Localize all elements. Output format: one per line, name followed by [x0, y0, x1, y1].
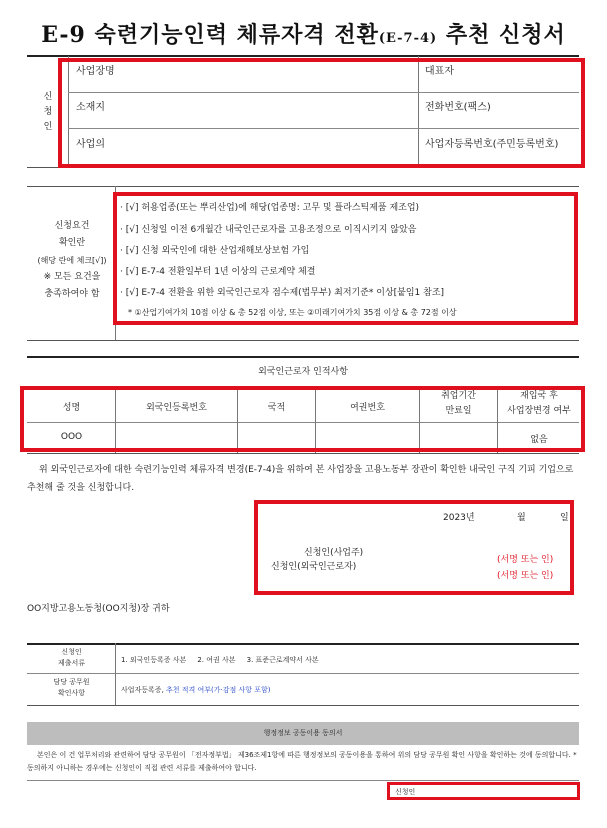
consent-body: 본인은 이 건 업무처리와 관련하여 담당 공무원이 「전자정부법」 제36조제1항에 따른 행정정보의 공동이용을 통하여 위의 담당 공무원 확인 사항을 확인하는 것에 동의합니다. *동의하지 아니하는 경우에는 신청인이 직접 관련 서류를 제출하여야 합니다.: [27, 751, 577, 772]
bullet: ·: [120, 288, 123, 298]
header-nationality: 국적: [267, 403, 286, 413]
documents-content: 1. 외국인등록증 사본 2. 여권 사본 3. 표준근로계약서 사본: [121, 656, 319, 664]
label-line: 제출서류: [57, 659, 86, 667]
checkbox-text[interactable]: [√] 신청 외국인에 대한 산업재해보상보험 가입: [125, 246, 310, 256]
highlight-box: [254, 500, 574, 595]
checkbox-text[interactable]: [√] 허용업종(또는 뿌리산업)에 해당(업종명: 고무 및 플라스틱제품 제조업): [125, 203, 420, 213]
label-line: 신청인: [61, 648, 82, 656]
header-line: 만료일: [445, 406, 472, 416]
form-title: [0, 18, 607, 49]
official-label: [28, 677, 115, 699]
label-line: 확인란: [58, 238, 86, 248]
worker-section-title: 외국인근로자 인적사항: [258, 367, 348, 377]
header-name: 성명: [62, 403, 81, 413]
official-text-highlight: 추천 적격 여부(가·감점 사항 포함): [166, 686, 271, 694]
header-line: 재입국 후: [520, 391, 558, 401]
sign-year: 2023년: [443, 513, 475, 523]
bullet: ·: [120, 267, 123, 277]
checkbox-text[interactable]: [√] 신청일 이전 6개월간 내국인근로자를 고용조정으로 이직시키지 않았음: [125, 225, 417, 235]
sign-placeholder-2[interactable]: (서명 또는 인): [497, 571, 554, 581]
highlight-box: [387, 782, 580, 800]
highlight-box: [20, 386, 585, 452]
divider: [27, 643, 579, 645]
address-label: 소재지: [76, 102, 105, 113]
header-reg-number: 외국인등록번호: [146, 403, 207, 413]
consent-signer-label: 신청인: [395, 788, 416, 796]
divider: [27, 356, 579, 358]
representative-label: 대표자: [425, 66, 454, 77]
phone-label: 전화번호(팩스): [425, 102, 491, 113]
checkbox-text[interactable]: [√] E-7-4 전환을 위한 외국인근로자 점수제(법무부) 최저기준* 이상[붙임1 참조]: [125, 288, 445, 298]
title-main: E-9 숙련기능인력 체류자격 전환: [41, 22, 379, 48]
divider: [27, 780, 579, 781]
bullet: ·: [120, 246, 123, 256]
title-tail: 추천 신청서: [445, 22, 566, 48]
divider: [27, 673, 579, 674]
applicant-section-label: [38, 90, 58, 135]
label-line: 충족하여야 함: [44, 289, 100, 299]
official-content: [121, 685, 271, 695]
sign-day: 일: [560, 513, 569, 523]
bullet: ·: [120, 203, 123, 213]
divider: [27, 340, 579, 341]
label-line: 담당 공무원: [53, 678, 90, 686]
requirement-note: * ①산업기여가치 10점 이상 & 총 52점 이상, 또는 ②미래기여가치 35점 이상 & 총 72점 이상: [128, 308, 457, 317]
header-passport: 여권번호: [350, 403, 385, 413]
highlight-box: [113, 192, 578, 325]
label-char: 인: [43, 122, 53, 132]
divider: [115, 643, 116, 705]
documents-label: [28, 647, 115, 669]
checkbox-text[interactable]: [√] E-7-4 전환일부터 1년 이상의 근로계약 체결: [125, 267, 316, 277]
divider: [27, 186, 579, 187]
bullet: ·: [120, 225, 123, 235]
sign-month: 월: [517, 513, 526, 523]
cell-name[interactable]: OOO: [60, 432, 83, 442]
consent-title: 행정정보 공동이용 동의서: [27, 722, 579, 745]
employer-label: 신청인(사업주): [304, 548, 364, 558]
reg-number-label: 사업자등록번호(주민등록번호): [425, 139, 559, 150]
official-text: 사업자등록증,: [121, 686, 167, 694]
divider: [27, 453, 579, 454]
label-line: 확인사항: [57, 689, 86, 697]
top-border: [27, 55, 579, 57]
business-name-label: 사업장명: [76, 66, 115, 77]
title-code: (E-7-4): [378, 31, 438, 46]
label-line: ※ 모든 요건을: [43, 272, 101, 282]
requirements-label: [28, 218, 116, 303]
sign-placeholder-1[interactable]: (서명 또는 인): [497, 555, 554, 565]
highlight-box: [58, 58, 585, 168]
business-type-label: 사업의: [76, 139, 105, 150]
label-char: 신: [43, 92, 53, 102]
header-line: 사업장변경 여부: [507, 406, 571, 416]
label-line: 신청요건: [54, 221, 90, 231]
addressee: OO지방고용노동청(OO지청)장 귀하: [27, 604, 170, 614]
statement-text: 위 외국인근로자에 대한 숙련기능인력 체류자격 변경(E-7-4)을 위하여 본 사업장을 고용노동부 장관이 확인한 내국인 구직 기피 기업으로 추천해 줄 것을 신청합니다.: [27, 465, 574, 493]
worker-label: 신청인(외국인근로자): [271, 562, 357, 572]
divider: [27, 705, 579, 706]
label-line: (해당 란에 체크[√]): [37, 256, 107, 265]
cell-reentry[interactable]: 없음: [530, 435, 548, 445]
header-line: 취업기간: [441, 391, 476, 401]
label-char: 청: [43, 107, 53, 117]
